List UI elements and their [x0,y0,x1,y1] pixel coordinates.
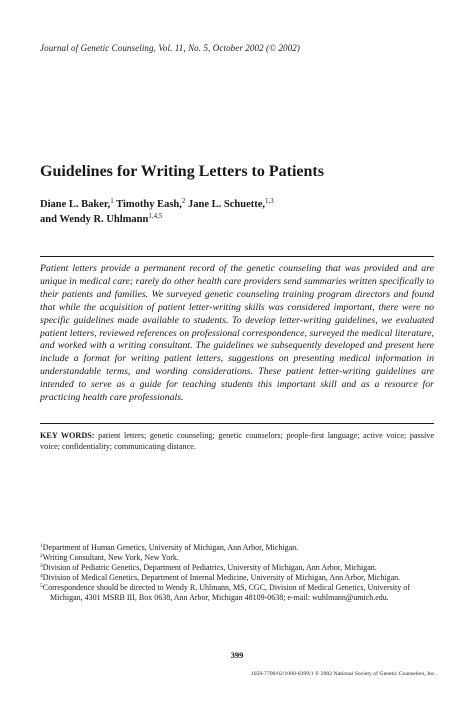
author-name: Timothy Eash, [116,199,182,210]
footnote-mark: 4 [40,573,43,579]
abstract-bottom-rule [40,423,434,424]
article-title: Guidelines for Writing Letters to Patients [40,163,324,180]
author-affiliation-mark: 1,4,5 [148,212,163,220]
abstract-top-rule [40,256,434,257]
footnotes [40,543,434,603]
author-affiliation-mark: 1 [110,197,114,205]
footnote-mark: 2 [40,553,43,559]
keywords-label: KEY WORDS: [40,431,95,440]
keywords-list: patient letters; genetic counseling; genetic counselors; people-first language; active voice; passive voice; confidentiality; communicating distance. [40,431,434,451]
footnote-text: Department of Human Genetics, University of Michigan, Ann Arbor, Michigan. [42,543,299,552]
footnote-text: Division of Medical Genetics, Department of Internal Medicine, University of Michigan, Ann Arbor, Michigan. [42,573,401,582]
footnote [40,553,434,563]
author-name: Diane L. Baker, [40,199,111,210]
footnote-mark: 5 [40,583,43,589]
footnote [40,583,434,603]
footnote [40,543,434,553]
author-name: and Wendy R. Uhlmann [40,214,149,225]
footnote-text: Division of Pediatric Genetics, Department of Pediatrics, University of Michigan, Ann Arbor, Michigan. [42,563,377,572]
footnote [40,573,434,583]
author-list [40,197,440,227]
journal-citation: Journal of Genetic Counseling, Vol. 11, No. 5, October 2002 (© 2002) [40,43,300,53]
footnote-mark: 1 [40,543,43,549]
footnote-text: Writing Consultant, New York, New York. [42,553,179,562]
footnote-mark: 3 [40,563,43,569]
keywords [40,430,434,452]
footnote [40,563,434,573]
author-affiliation-mark: 1,3 [265,197,274,205]
copyright-line: 1059-7700/02/1000-0399/1 © 2002 National Society of Genetic Counselors, Inc. [250,671,436,677]
page-number: 399 [230,650,244,660]
abstract: Patient letters provide a permanent record of the genetic counseling that was provided and are unique in medical care; rarely do other health care providers send summaries written specifically to their patients and families. We surveyed genetic counseling training program directors and found that while the acquisition of patient letter-writing skills was considered important, there were no specific guidelines made available to students. To develop letter-writing guidelines, we evaluated patient letters, reviewed references on professional correspondence, surveyed the medical literature, and worked with a writing consultant. The guidelines we subsequently developed and present here include a format for writing patient letters, suggestions on presenting medical information in understandable terms, and wording considerations. These patient letter-writing guidelines are intended to serve as a guide for teaching students this important skill and as a resource for practicing health care professionals. [40,263,434,404]
author-affiliation-mark: 2 [181,197,186,205]
footnote-text: Correspondence should be directed to Wendy R. Uhlmann, MS, CGC, Division of Medical Genetics, University of Michigan, 4301 MSRB III, Box 0638, Ann Arbor, Michigan 48109-0638; e-mail: wuhlmann@umich.edu. [42,583,410,602]
author-name: Jane L. Schuette, [188,199,266,210]
